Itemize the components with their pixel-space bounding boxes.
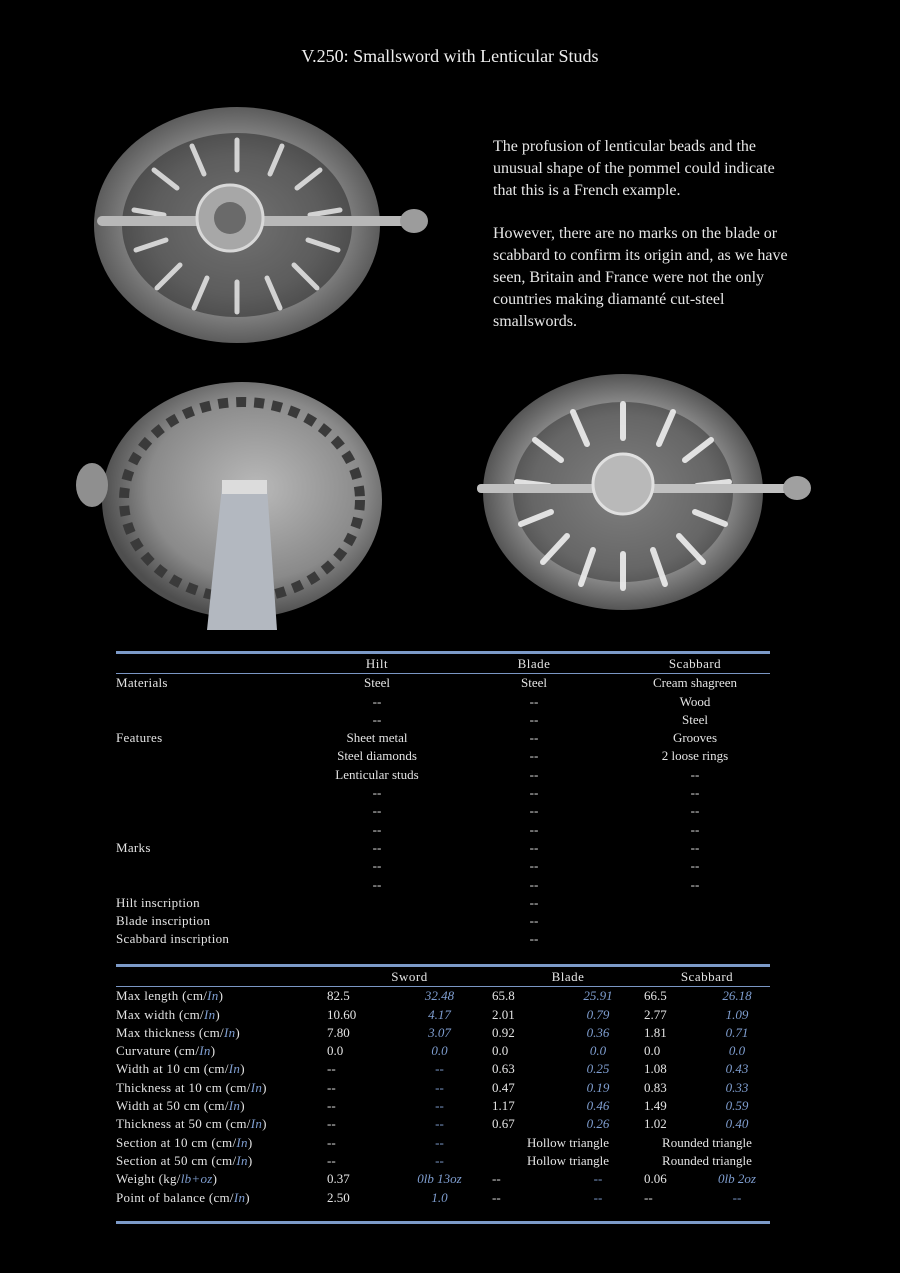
label-close: ) bbox=[218, 988, 224, 1004]
table-cell: 1.08 bbox=[644, 1061, 667, 1077]
table-row bbox=[116, 711, 770, 729]
unit-text: In bbox=[199, 1043, 211, 1059]
table-cell bbox=[620, 912, 770, 930]
table-cell: -- bbox=[372, 693, 382, 709]
table-cell: 0.0 bbox=[431, 1043, 448, 1059]
table-cell: 66.5 bbox=[644, 988, 667, 1004]
table-cell: 0.33 bbox=[725, 1079, 749, 1095]
table-cell: 0.71 bbox=[725, 1024, 749, 1040]
table-cell: 3.07 bbox=[428, 1024, 451, 1040]
row-label bbox=[116, 1152, 327, 1170]
table-cell: Steel bbox=[682, 711, 708, 727]
table-cell: 0.59 bbox=[725, 1098, 749, 1114]
label-close: ) bbox=[210, 1043, 216, 1059]
table-row bbox=[116, 987, 770, 1006]
table-cell: 2.50 bbox=[327, 1189, 350, 1205]
table-cell: Rounded triangle bbox=[662, 1152, 752, 1168]
label-text: Thickness at 10 cm (cm/ bbox=[116, 1079, 251, 1095]
table-row bbox=[116, 1189, 770, 1207]
row-label bbox=[116, 1024, 327, 1042]
table-cell: Grooves bbox=[672, 730, 718, 746]
table-cell bbox=[306, 894, 448, 912]
table-cell: 0.26 bbox=[586, 1116, 610, 1132]
table-cell: -- bbox=[690, 803, 700, 819]
table-row bbox=[116, 1134, 770, 1152]
table-row bbox=[116, 1060, 770, 1078]
table-cell: 4.17 bbox=[428, 1006, 451, 1022]
table-cell: -- bbox=[372, 803, 382, 819]
label-close: ) bbox=[240, 1098, 245, 1114]
table-cell: 65.8 bbox=[492, 988, 515, 1004]
table-cell: 0.63 bbox=[492, 1061, 515, 1077]
table-cell: Wood bbox=[679, 693, 711, 709]
label-text: Section at 10 cm (cm/ bbox=[116, 1134, 237, 1150]
table-cell: -- bbox=[327, 1116, 336, 1132]
table-cell: 0.0 bbox=[728, 1043, 746, 1059]
table-cell: 82.5 bbox=[327, 988, 350, 1004]
table-row bbox=[116, 1152, 770, 1170]
label-close: ) bbox=[215, 1006, 221, 1022]
unit-text: In bbox=[203, 1006, 216, 1022]
row-label bbox=[116, 1079, 327, 1097]
table-cell: -- bbox=[529, 821, 539, 837]
description bbox=[493, 136, 793, 354]
table-cell: -- bbox=[529, 748, 539, 764]
row-label bbox=[116, 1115, 327, 1133]
table-cell: -- bbox=[327, 1134, 336, 1150]
unit-text: In bbox=[250, 1116, 263, 1132]
row-label: Blade inscription bbox=[116, 913, 211, 929]
label-text: Max length (cm/ bbox=[116, 988, 208, 1004]
table-cell: 0.43 bbox=[725, 1061, 749, 1077]
table-cell: 0.40 bbox=[725, 1116, 749, 1132]
table-header-row bbox=[116, 968, 770, 987]
table2-bottom-rule bbox=[116, 1221, 770, 1224]
row-label bbox=[116, 1042, 327, 1060]
table-cell: -- bbox=[529, 785, 539, 801]
table-cell bbox=[306, 930, 448, 948]
table-row bbox=[116, 857, 770, 875]
row-label: Hilt inscription bbox=[116, 894, 200, 910]
table-row bbox=[116, 930, 770, 948]
table-row bbox=[116, 1042, 770, 1060]
table-cell: -- bbox=[327, 1061, 336, 1077]
table-cell: Hollow triangle bbox=[527, 1134, 609, 1150]
table-cell: -- bbox=[327, 1152, 336, 1168]
table-cell: 7.80 bbox=[327, 1024, 350, 1040]
table-row bbox=[116, 693, 770, 711]
table-cell: -- bbox=[327, 1079, 336, 1095]
row-label bbox=[116, 1170, 327, 1188]
table-cell bbox=[620, 894, 770, 912]
table-cell: Sheet metal bbox=[346, 730, 408, 746]
table-cell: -- bbox=[372, 839, 382, 855]
row-label bbox=[116, 821, 306, 839]
table-cell: -- bbox=[435, 1116, 444, 1132]
table-cell: -- bbox=[372, 821, 382, 837]
table-cell: 0.37 bbox=[327, 1171, 350, 1187]
row-label bbox=[116, 802, 306, 820]
table-cell: 0.0 bbox=[644, 1043, 661, 1059]
table-header bbox=[116, 968, 327, 987]
table-cell: 1.0 bbox=[431, 1189, 448, 1205]
table-row bbox=[116, 876, 770, 894]
row-label bbox=[116, 987, 327, 1006]
table-cell: -- bbox=[690, 858, 700, 874]
row-label: Features bbox=[116, 730, 163, 746]
row-label bbox=[116, 1097, 327, 1115]
table-cell: -- bbox=[529, 858, 539, 874]
table-cell: 26.18 bbox=[722, 988, 752, 1004]
label-close: ) bbox=[212, 1171, 218, 1187]
table-cell: -- bbox=[327, 1098, 336, 1114]
label-close: ) bbox=[245, 1189, 250, 1205]
table-cell: 0.06 bbox=[644, 1171, 667, 1187]
table-cell: -- bbox=[529, 931, 539, 947]
table-header-row bbox=[116, 655, 770, 674]
table-row bbox=[116, 729, 770, 747]
table-cell bbox=[620, 930, 770, 948]
table-cell: Hollow triangle bbox=[527, 1152, 609, 1168]
table-cell: 0.19 bbox=[586, 1079, 610, 1095]
label-text: Thickness at 50 cm (cm/ bbox=[116, 1116, 251, 1132]
row-label bbox=[116, 693, 306, 711]
row-label bbox=[116, 1134, 327, 1152]
table1-top-rule bbox=[116, 651, 770, 654]
table-row bbox=[116, 1079, 770, 1097]
photo-guard-front bbox=[475, 372, 815, 617]
table-cell: 0.46 bbox=[586, 1098, 610, 1114]
table-row bbox=[116, 766, 770, 784]
label-text: Width at 50 cm (cm/ bbox=[116, 1098, 229, 1114]
row-label bbox=[116, 1060, 327, 1078]
row-label bbox=[116, 1189, 327, 1207]
row-label bbox=[116, 747, 306, 765]
table-cell: -- bbox=[690, 785, 700, 801]
row-label bbox=[116, 711, 306, 729]
page-title: V.250: Smallsword with Lenticular Studs bbox=[301, 46, 599, 66]
label-close: ) bbox=[240, 1061, 245, 1077]
table-cell: 0.0 bbox=[589, 1043, 607, 1059]
table-header: Hilt bbox=[306, 655, 448, 674]
table-row bbox=[116, 1097, 770, 1115]
table-cell: 25.91 bbox=[583, 988, 613, 1004]
table-cell: 1.49 bbox=[644, 1098, 667, 1114]
table-cell: -- bbox=[435, 1061, 444, 1077]
table-cell: -- bbox=[529, 913, 539, 929]
table-cell: 0.92 bbox=[492, 1024, 515, 1040]
label-close: ) bbox=[262, 1079, 267, 1095]
table-cell: -- bbox=[690, 876, 700, 892]
label-text: Width at 10 cm (cm/ bbox=[116, 1061, 229, 1077]
table-cell: -- bbox=[529, 803, 539, 819]
table-cell: -- bbox=[529, 876, 539, 892]
table-cell: -- bbox=[529, 711, 539, 727]
table-header bbox=[116, 655, 306, 674]
table-cell: Rounded triangle bbox=[662, 1134, 752, 1150]
row-label bbox=[116, 784, 306, 802]
table-cell: 32.48 bbox=[424, 988, 455, 1004]
unit-text: In bbox=[228, 1098, 241, 1114]
unit-text: In bbox=[250, 1079, 263, 1095]
table-cell: Steel bbox=[364, 675, 390, 691]
table-row bbox=[116, 1115, 770, 1133]
table-cell: -- bbox=[593, 1171, 603, 1187]
table-cell: -- bbox=[435, 1098, 444, 1114]
table-cell: 1.17 bbox=[492, 1098, 515, 1114]
label-close: ) bbox=[247, 1134, 253, 1150]
unit-text: In bbox=[236, 1134, 248, 1150]
unit-text: In bbox=[236, 1152, 248, 1168]
table-cell: 2.77 bbox=[644, 1006, 667, 1022]
table-cell: 0.0 bbox=[492, 1043, 509, 1059]
table-cell: -- bbox=[435, 1152, 444, 1168]
table-row bbox=[116, 747, 770, 765]
measurements-table bbox=[116, 968, 770, 1207]
table-row bbox=[116, 894, 770, 912]
table-cell: -- bbox=[732, 1189, 742, 1205]
table-cell: 0.47 bbox=[492, 1079, 515, 1095]
table-cell: -- bbox=[529, 693, 539, 709]
table-cell: -- bbox=[492, 1171, 501, 1187]
row-label bbox=[116, 876, 306, 894]
properties-table bbox=[116, 655, 770, 949]
label-text: Max thickness (cm/ bbox=[116, 1024, 224, 1040]
row-label: Marks bbox=[116, 839, 151, 855]
table-cell: 0.36 bbox=[586, 1024, 610, 1040]
table2-top-rule bbox=[116, 964, 770, 967]
unit-text: In bbox=[207, 988, 219, 1004]
table-row bbox=[116, 674, 770, 693]
row-label bbox=[116, 1006, 327, 1024]
table-cell: -- bbox=[529, 730, 539, 746]
table-cell: -- bbox=[690, 766, 700, 782]
table-cell: -- bbox=[529, 839, 539, 855]
row-label: Scabbard inscription bbox=[116, 931, 230, 947]
table-cell: -- bbox=[529, 766, 539, 782]
table-row bbox=[116, 839, 770, 857]
table-row bbox=[116, 821, 770, 839]
table-header: Sword bbox=[327, 968, 492, 987]
table-cell: 0.67 bbox=[492, 1116, 515, 1132]
table-row bbox=[116, 1170, 770, 1188]
row-label bbox=[116, 857, 306, 875]
unit-text: lb+oz bbox=[180, 1171, 213, 1187]
label-text: Weight (kg/ bbox=[116, 1171, 181, 1187]
table-cell: Steel bbox=[521, 675, 547, 691]
table-cell: -- bbox=[690, 821, 700, 837]
table-header: Blade bbox=[492, 968, 644, 987]
table-cell: 0.79 bbox=[586, 1006, 610, 1022]
table-row bbox=[116, 802, 770, 820]
table-cell: 0lb 2oz bbox=[718, 1171, 756, 1187]
table-cell: 0.83 bbox=[644, 1079, 667, 1095]
table-header: Blade bbox=[448, 655, 620, 674]
table-cell: 1.02 bbox=[644, 1116, 667, 1132]
table-cell: -- bbox=[529, 894, 539, 910]
table-cell: -- bbox=[435, 1079, 444, 1095]
table-cell: -- bbox=[690, 839, 700, 855]
label-close: ) bbox=[235, 1024, 241, 1040]
label-text: Curvature (cm/ bbox=[116, 1043, 200, 1059]
table-cell: 1.09 bbox=[725, 1006, 749, 1022]
label-text: Max width (cm/ bbox=[116, 1006, 204, 1022]
label-close: ) bbox=[262, 1116, 267, 1132]
table-cell: -- bbox=[492, 1189, 501, 1205]
table-cell bbox=[306, 912, 448, 930]
row-label: Materials bbox=[116, 675, 168, 691]
table-cell: 1.81 bbox=[644, 1024, 667, 1040]
table-cell: -- bbox=[372, 876, 382, 892]
table-row bbox=[116, 784, 770, 802]
table-cell: -- bbox=[372, 858, 382, 874]
description-paragraph-1: The profusion of lenticular beads and the unusual shape of the pommel could indicate that this is a French example. bbox=[493, 138, 775, 199]
label-text: Point of balance (cm/ bbox=[116, 1189, 234, 1205]
row-label bbox=[116, 766, 306, 784]
table-cell: -- bbox=[435, 1134, 444, 1150]
table-cell: 0lb 13oz bbox=[417, 1171, 462, 1187]
table-row bbox=[116, 1006, 770, 1024]
table-cell: 0.0 bbox=[327, 1043, 344, 1059]
table-cell: Steel diamonds bbox=[337, 748, 417, 764]
label-close: ) bbox=[247, 1152, 253, 1168]
unit-text: In bbox=[228, 1061, 241, 1077]
photo-guard-pommel bbox=[92, 100, 437, 350]
table-cell: -- bbox=[593, 1189, 603, 1205]
label-text: Section at 50 cm (cm/ bbox=[116, 1152, 237, 1168]
unit-text: In bbox=[223, 1024, 236, 1040]
table-header: Scabbard bbox=[620, 655, 770, 674]
table-cell: 2.01 bbox=[492, 1006, 515, 1022]
table-cell: -- bbox=[372, 711, 382, 727]
table-cell: Cream shagreen bbox=[652, 675, 738, 691]
unit-text: In bbox=[233, 1189, 246, 1205]
table-cell: 0.25 bbox=[586, 1061, 610, 1077]
table-cell: Lenticular studs bbox=[335, 766, 419, 782]
table-row bbox=[116, 1024, 770, 1042]
table-row bbox=[116, 912, 770, 930]
table-cell: 2 loose rings bbox=[661, 748, 729, 764]
table-header: Scabbard bbox=[644, 968, 770, 987]
table-cell: -- bbox=[372, 785, 382, 801]
table-cell: 10.60 bbox=[327, 1006, 357, 1022]
table-cell: -- bbox=[644, 1189, 653, 1205]
photo-guard-underside bbox=[72, 375, 387, 630]
description-paragraph-2: However, there are no marks on the blade or scabbard to confirm its origin and, as we have seen, Britain and France were not the only countries making diamanté cut-steel smallswords. bbox=[493, 225, 788, 330]
